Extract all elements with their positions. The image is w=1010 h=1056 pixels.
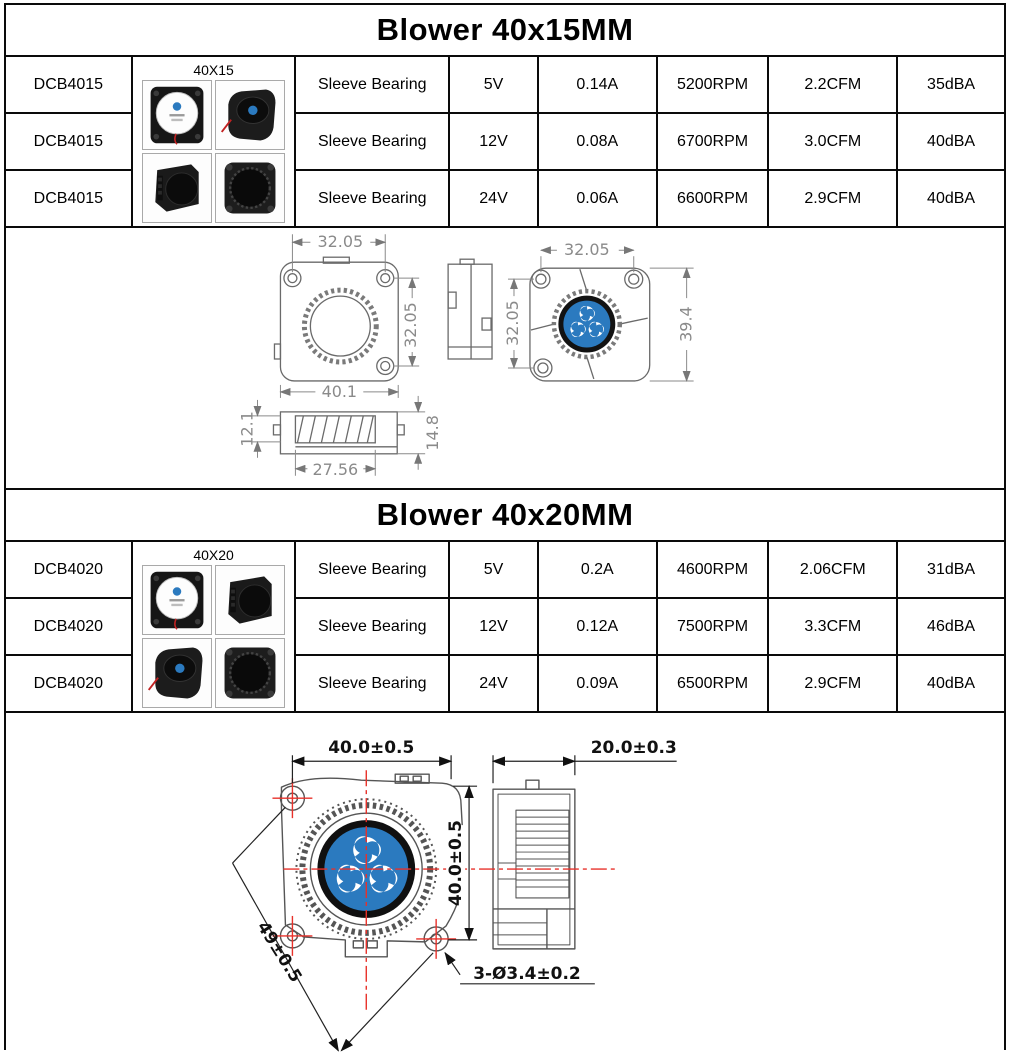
- dimension-label: 27.56: [312, 459, 359, 479]
- current-cell: 0.08A: [538, 113, 657, 170]
- noise-cell: 40dBA: [897, 113, 1004, 170]
- noise-cell: 40dBA: [897, 170, 1004, 227]
- speed-cell: 6500RPM: [657, 655, 769, 712]
- model-cell: DCB4015: [6, 170, 132, 227]
- dimension-label: 20.0±0.3: [590, 737, 677, 758]
- speed-cell: 6700RPM: [657, 113, 769, 170]
- airflow-cell: 2.9CFM: [768, 655, 897, 712]
- technical-drawing-40x20: [6, 713, 1004, 1054]
- airflow-cell: 2.2CFM: [768, 57, 897, 113]
- current-cell: 0.06A: [538, 170, 657, 227]
- voltage-cell: 12V: [449, 113, 538, 170]
- product-photo-angle: [142, 638, 212, 708]
- product-photo-front: [142, 565, 212, 635]
- dimension-label: 32.05: [564, 240, 610, 260]
- model-cell: DCB4020: [6, 655, 132, 712]
- airflow-cell: 3.3CFM: [768, 598, 897, 655]
- dimension-label: 32.05: [502, 300, 522, 346]
- spec-table-40x15: [6, 57, 1004, 228]
- bearing-cell: Sleeve Bearing: [295, 655, 449, 712]
- dimension-label: 40.0±0.5: [445, 820, 466, 907]
- model-cell: DCB4015: [6, 57, 132, 113]
- dimension-label: 32.05: [401, 302, 421, 348]
- model-cell: DCB4015: [6, 113, 132, 170]
- product-photo-iso: [142, 153, 212, 223]
- product-photo-back: [215, 638, 285, 708]
- voltage-cell: 24V: [449, 170, 538, 227]
- voltage-cell: 24V: [449, 655, 538, 712]
- bearing-cell: Sleeve Bearing: [295, 113, 449, 170]
- speed-cell: 4600RPM: [657, 542, 769, 598]
- current-cell: 0.09A: [538, 655, 657, 712]
- noise-cell: 40dBA: [897, 655, 1004, 712]
- airflow-cell: 3.0CFM: [768, 113, 897, 170]
- section-title-40x20: Blower 40x20MM: [6, 490, 1004, 542]
- product-photos-cell: [132, 542, 296, 712]
- bearing-cell: Sleeve Bearing: [295, 598, 449, 655]
- model-cell: DCB4020: [6, 542, 132, 598]
- voltage-cell: 5V: [449, 542, 538, 598]
- product-photos-cell: [132, 57, 296, 227]
- table-row: [6, 542, 1004, 598]
- section-title-40x15: Blower 40x15MM: [6, 5, 1004, 57]
- speed-cell: 6600RPM: [657, 170, 769, 227]
- dimension-label: 40.1: [321, 381, 358, 401]
- dimension-label: 49±0.5: [253, 917, 307, 986]
- product-size-label: 40X15: [193, 61, 234, 78]
- fan-logo-back-view: [558, 296, 615, 353]
- spec-table-40x20: [6, 542, 1004, 713]
- current-cell: 0.12A: [538, 598, 657, 655]
- bearing-cell: Sleeve Bearing: [295, 170, 449, 227]
- product-photo-grid: [133, 80, 295, 223]
- dimension-label: 32.05: [317, 232, 364, 252]
- dimension-label: 14.8: [423, 415, 443, 451]
- speed-cell: 5200RPM: [657, 57, 769, 113]
- product-photo-back: [215, 153, 285, 223]
- current-cell: 0.14A: [538, 57, 657, 113]
- bearing-cell: Sleeve Bearing: [295, 57, 449, 113]
- table-row: [6, 57, 1004, 113]
- product-photo-angle: [215, 80, 285, 150]
- product-photo-grid: [133, 565, 295, 708]
- product-size-label: 40X20: [193, 546, 234, 563]
- model-cell: DCB4020: [6, 598, 132, 655]
- product-photo-front: [142, 80, 212, 150]
- current-cell: 0.2A: [538, 542, 657, 598]
- dimension-label: 3-Ø3.4±0.2: [473, 962, 581, 983]
- datasheet: [4, 3, 1006, 1050]
- voltage-cell: 5V: [449, 57, 538, 113]
- speed-cell: 7500RPM: [657, 598, 769, 655]
- voltage-cell: 12V: [449, 598, 538, 655]
- noise-cell: 35dBA: [897, 57, 1004, 113]
- noise-cell: 31dBA: [897, 542, 1004, 598]
- airflow-cell: 2.06CFM: [768, 542, 897, 598]
- dimension-label: 12.1: [237, 411, 257, 447]
- bearing-cell: Sleeve Bearing: [295, 542, 449, 598]
- noise-cell: 46dBA: [897, 598, 1004, 655]
- airflow-cell: 2.9CFM: [768, 170, 897, 227]
- product-photo-iso: [215, 565, 285, 635]
- dimension-label: 40.0±0.5: [328, 737, 415, 758]
- dimension-label: 39.4: [676, 306, 696, 342]
- technical-drawing-40x15: [6, 228, 1004, 490]
